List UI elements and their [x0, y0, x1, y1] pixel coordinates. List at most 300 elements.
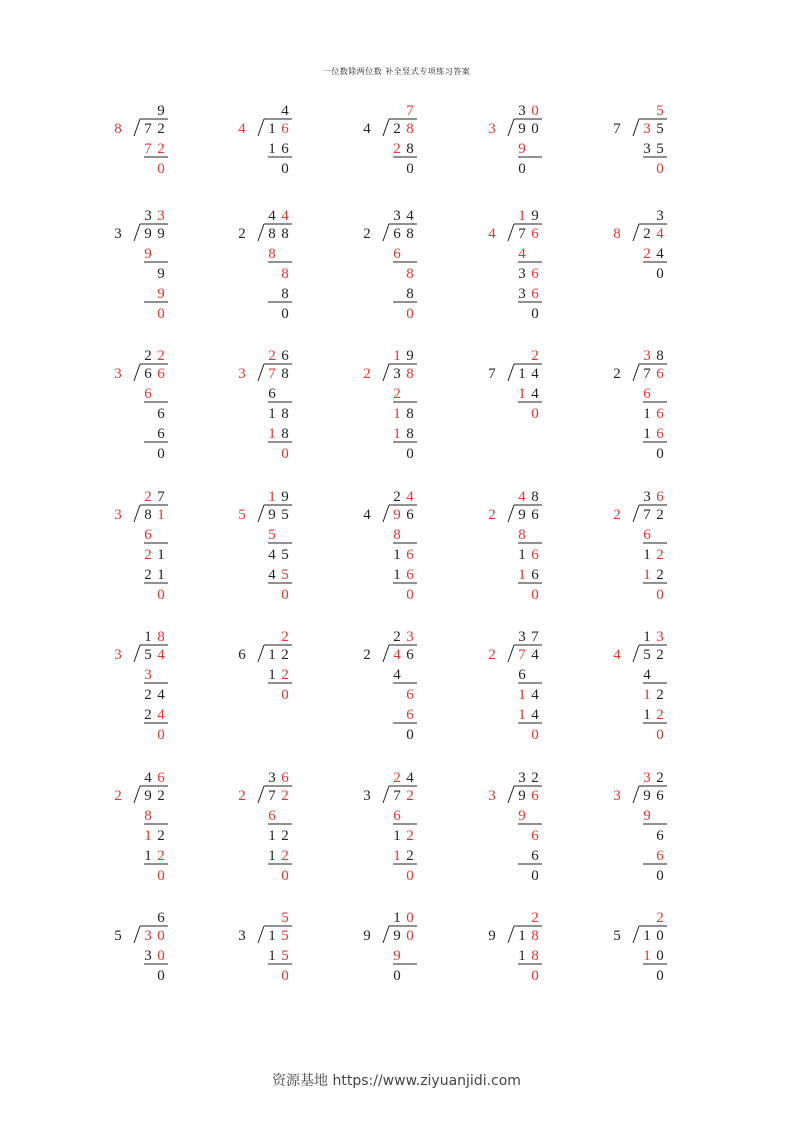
step-digit: 0	[406, 161, 414, 177]
step-digit: 1	[393, 567, 401, 583]
step-digit: 6	[531, 266, 539, 282]
step-digit: 6	[656, 406, 664, 422]
step-digit: 8	[406, 406, 414, 422]
step-digit: 8	[268, 246, 276, 262]
division-problem	[486, 100, 566, 196]
step-digit: 0	[531, 727, 539, 743]
step-digit: 1	[393, 426, 401, 442]
quotient-digit: 9	[531, 208, 539, 224]
step-digit: 0	[656, 948, 664, 964]
division-problem	[611, 486, 691, 622]
step-digit: 0	[656, 727, 664, 743]
quotient-digit: 9	[281, 489, 289, 505]
division-problem	[112, 907, 192, 1003]
division-bracket-side	[258, 224, 264, 241]
step-digit: 6	[393, 808, 401, 824]
step-digit: 0	[406, 587, 414, 603]
step-digit: 9	[518, 141, 526, 157]
step-digit: 8	[406, 266, 414, 282]
divisor-digit: 2	[363, 226, 371, 242]
dividend-digit: 1	[643, 928, 651, 944]
step-digit: 6	[157, 426, 165, 442]
dividend-digit: 4	[393, 647, 401, 663]
division-problem	[486, 767, 566, 903]
dividend-digit: 4	[531, 366, 539, 382]
quotient-digit: 2	[281, 629, 289, 645]
division-bracket-side	[383, 505, 389, 522]
quotient-digit: 5	[281, 910, 289, 926]
dividend-digit: 6	[406, 507, 414, 523]
step-digit: 5	[281, 547, 289, 563]
division-problem	[611, 205, 691, 301]
division-bracket-side	[134, 505, 140, 522]
division-bracket-side	[134, 786, 140, 803]
step-digit: 8	[518, 527, 526, 543]
division-bracket-side	[258, 786, 264, 803]
step-digit: 8	[406, 141, 414, 157]
step-digit: 8	[144, 808, 152, 824]
division-bracket-side	[633, 119, 639, 136]
quotient-digit: 8	[157, 629, 165, 645]
division-problem	[486, 626, 566, 762]
division-bracket-side	[508, 645, 514, 662]
step-digit: 4	[643, 667, 651, 683]
dividend-digit: 1	[268, 121, 276, 137]
step-digit: 0	[157, 161, 165, 177]
division-bracket-side	[383, 645, 389, 662]
quotient-digit: 3	[268, 770, 276, 786]
step-digit: 1	[393, 828, 401, 844]
division-problem	[236, 486, 316, 622]
step-digit: 1	[643, 547, 651, 563]
dividend-digit: 1	[268, 647, 276, 663]
division-problem	[486, 486, 566, 622]
step-digit: 6	[406, 707, 414, 723]
step-digit: 2	[144, 567, 152, 583]
quotient-digit: 2	[144, 489, 152, 505]
divisor-digit: 9	[488, 928, 496, 944]
quotient-digit: 2	[268, 348, 276, 364]
divisor-digit: 2	[488, 507, 496, 523]
step-digit: 0	[518, 161, 526, 177]
dividend-digit: 6	[531, 507, 539, 523]
dividend-digit: 3	[393, 366, 401, 382]
dividend-digit: 1	[518, 928, 526, 944]
dividend-digit: 7	[643, 366, 651, 382]
step-digit: 8	[281, 426, 289, 442]
division-bracket-side	[134, 926, 140, 943]
quotient-digit: 4	[406, 489, 414, 505]
divisor-digit: 3	[238, 928, 246, 944]
division-problem	[236, 907, 316, 1003]
quotient-digit: 4	[144, 770, 152, 786]
quotient-digit: 2	[393, 489, 401, 505]
division-bracket-side	[258, 505, 264, 522]
step-digit: 6	[268, 386, 276, 402]
quotient-digit: 1	[643, 629, 651, 645]
step-digit: 1	[157, 547, 165, 563]
step-digit: 1	[268, 426, 276, 442]
division-problem	[112, 767, 192, 903]
division-bracket-side	[633, 364, 639, 381]
divisor-digit: 9	[363, 928, 371, 944]
division-bracket-side	[383, 224, 389, 241]
division-bracket-side	[633, 645, 639, 662]
quotient-digit: 4	[268, 208, 276, 224]
dividend-digit: 1	[268, 928, 276, 944]
step-digit: 0	[281, 161, 289, 177]
step-digit: 6	[406, 547, 414, 563]
divisor-digit: 8	[613, 226, 621, 242]
divisor-digit: 4	[613, 647, 621, 663]
dividend-digit: 3	[643, 121, 651, 137]
dividend-digit: 9	[393, 507, 401, 523]
divisor-digit: 2	[488, 647, 496, 663]
quotient-digit: 4	[406, 208, 414, 224]
step-digit: 1	[268, 848, 276, 864]
divisor-digit: 3	[613, 788, 621, 804]
dividend-digit: 2	[406, 788, 414, 804]
quotient-digit: 4	[281, 208, 289, 224]
dividend-digit: 1	[157, 507, 165, 523]
step-digit: 2	[281, 667, 289, 683]
division-problem	[361, 626, 441, 762]
step-digit: 2	[656, 707, 664, 723]
quotient-digit: 7	[531, 629, 539, 645]
step-digit: 0	[531, 587, 539, 603]
step-digit: 8	[281, 266, 289, 282]
divisor-digit: 3	[363, 788, 371, 804]
division-problem	[236, 767, 316, 903]
division-bracket-side	[258, 645, 264, 662]
quotient-digit: 2	[144, 348, 152, 364]
divisor-digit: 2	[363, 366, 371, 382]
step-digit: 3	[518, 266, 526, 282]
step-digit: 1	[268, 667, 276, 683]
division-problem	[236, 205, 316, 341]
quotient-digit: 6	[281, 770, 289, 786]
division-bracket-side	[508, 224, 514, 241]
page-title: 一位数除两位数 补全竖式专项练习答案	[322, 67, 471, 76]
dividend-digit: 7	[144, 121, 152, 137]
divisor-digit: 2	[363, 647, 371, 663]
quotient-digit: 2	[531, 770, 539, 786]
step-digit: 3	[144, 948, 152, 964]
dividend-digit: 7	[643, 507, 651, 523]
dividend-digit: 8	[531, 928, 539, 944]
step-digit: 2	[144, 547, 152, 563]
step-digit: 9	[157, 286, 165, 302]
division-problem	[486, 345, 566, 441]
dividend-digit: 9	[518, 788, 526, 804]
dividend-digit: 9	[643, 788, 651, 804]
step-digit: 0	[406, 306, 414, 322]
dividend-digit: 8	[406, 226, 414, 242]
divisor-digit: 7	[613, 121, 621, 137]
quotient-digit: 6	[157, 910, 165, 926]
quotient-digit: 3	[518, 103, 526, 119]
step-digit: 0	[157, 968, 165, 984]
step-digit: 0	[406, 727, 414, 743]
division-bracket-side	[508, 926, 514, 943]
division-problem	[361, 486, 441, 622]
step-digit: 1	[268, 828, 276, 844]
quotient-digit: 1	[393, 348, 401, 364]
step-digit: 6	[157, 406, 165, 422]
step-digit: 2	[656, 547, 664, 563]
step-digit: 1	[393, 848, 401, 864]
quotient-digit: 6	[281, 348, 289, 364]
dividend-digit: 6	[531, 788, 539, 804]
step-digit: 6	[268, 808, 276, 824]
step-digit: 0	[281, 687, 289, 703]
dividend-digit: 8	[406, 121, 414, 137]
step-digit: 0	[157, 587, 165, 603]
division-problem	[236, 100, 316, 196]
dividend-digit: 9	[518, 507, 526, 523]
dividend-digit: 2	[656, 507, 664, 523]
step-digit: 1	[518, 386, 526, 402]
division-problem	[611, 767, 691, 903]
step-digit: 0	[157, 306, 165, 322]
division-bracket-side	[258, 119, 264, 136]
dividend-digit: 6	[406, 647, 414, 663]
step-digit: 2	[157, 141, 165, 157]
step-digit: 9	[518, 808, 526, 824]
dividend-digit: 7	[518, 647, 526, 663]
step-digit: 1	[643, 567, 651, 583]
quotient-digit: 9	[157, 103, 165, 119]
quotient-digit: 9	[406, 348, 414, 364]
step-digit: 0	[531, 306, 539, 322]
dividend-digit: 4	[531, 647, 539, 663]
division-problem	[611, 626, 691, 762]
step-digit: 2	[656, 567, 664, 583]
step-digit: 4	[157, 687, 165, 703]
quotient-digit: 3	[643, 489, 651, 505]
division-bracket-side	[633, 505, 639, 522]
dividend-digit: 2	[393, 121, 401, 137]
dividend-digit: 6	[144, 366, 152, 382]
division-bracket-side	[258, 364, 264, 381]
quotient-digit: 1	[393, 910, 401, 926]
page-footer: 资源基地 https://www.ziyuanjidi.com	[272, 1073, 521, 1089]
dividend-digit: 9	[518, 121, 526, 137]
division-bracket-side	[134, 364, 140, 381]
step-digit: 1	[643, 687, 651, 703]
quotient-digit: 2	[393, 770, 401, 786]
quotient-digit: 2	[531, 348, 539, 364]
step-digit: 6	[144, 527, 152, 543]
step-digit: 4	[268, 567, 276, 583]
step-digit: 1	[518, 707, 526, 723]
step-digit: 4	[393, 667, 401, 683]
quotient-digit: 2	[393, 629, 401, 645]
step-digit: 6	[531, 286, 539, 302]
step-digit: 2	[144, 707, 152, 723]
dividend-digit: 9	[144, 788, 152, 804]
quotient-digit: 3	[656, 629, 664, 645]
quotient-digit: 2	[531, 910, 539, 926]
division-problem	[611, 345, 691, 481]
step-digit: 1	[393, 547, 401, 563]
divisor-digit: 2	[613, 507, 621, 523]
division-bracket-side	[633, 224, 639, 241]
dividend-digit: 9	[157, 226, 165, 242]
step-digit: 6	[643, 527, 651, 543]
step-digit: 4	[656, 246, 664, 262]
step-digit: 0	[157, 948, 165, 964]
dividend-digit: 5	[144, 647, 152, 663]
dividend-digit: 9	[393, 928, 401, 944]
step-digit: 9	[393, 948, 401, 964]
step-digit: 9	[144, 246, 152, 262]
step-digit: 5	[656, 141, 664, 157]
quotient-digit: 4	[518, 489, 526, 505]
step-digit: 5	[268, 527, 276, 543]
quotient-digit: 2	[656, 910, 664, 926]
step-digit: 1	[393, 406, 401, 422]
dividend-digit: 6	[281, 121, 289, 137]
divisor-digit: 7	[488, 366, 496, 382]
division-bracket-side	[383, 926, 389, 943]
step-digit: 0	[281, 446, 289, 462]
step-digit: 0	[281, 968, 289, 984]
dividend-digit: 9	[144, 226, 152, 242]
step-digit: 3	[643, 141, 651, 157]
division-bracket-side	[134, 224, 140, 241]
division-bracket-side	[633, 926, 639, 943]
dividend-digit: 0	[157, 928, 165, 944]
division-problem	[611, 100, 691, 196]
step-digit: 8	[393, 527, 401, 543]
step-digit: 1	[643, 707, 651, 723]
step-digit: 4	[157, 707, 165, 723]
divisor-digit: 2	[114, 788, 122, 804]
dividend-digit: 6	[157, 366, 165, 382]
step-digit: 6	[656, 848, 664, 864]
dividend-digit: 9	[268, 507, 276, 523]
divisor-digit: 2	[613, 366, 621, 382]
division-problem	[112, 345, 192, 481]
divisor-digit: 3	[114, 226, 122, 242]
step-digit: 1	[144, 848, 152, 864]
dividend-digit: 5	[656, 121, 664, 137]
dividend-digit: 2	[157, 788, 165, 804]
dividend-digit: 5	[643, 647, 651, 663]
step-digit: 6	[281, 141, 289, 157]
dividend-digit: 2	[281, 647, 289, 663]
dividend-digit: 0	[531, 121, 539, 137]
quotient-digit: 3	[643, 770, 651, 786]
divisor-digit: 5	[114, 928, 122, 944]
quotient-digit: 3	[518, 770, 526, 786]
step-digit: 0	[406, 868, 414, 884]
step-digit: 1	[643, 406, 651, 422]
dividend-digit: 4	[656, 226, 664, 242]
step-digit: 0	[656, 968, 664, 984]
dividend-digit: 5	[281, 928, 289, 944]
dividend-digit: 6	[393, 226, 401, 242]
division-problem	[112, 486, 192, 622]
step-digit: 5	[281, 567, 289, 583]
step-digit: 0	[281, 868, 289, 884]
dividend-digit: 5	[281, 507, 289, 523]
quotient-digit: 8	[531, 489, 539, 505]
step-digit: 2	[656, 687, 664, 703]
step-digit: 1	[518, 948, 526, 964]
step-digit: 6	[656, 426, 664, 442]
division-problem	[361, 100, 441, 196]
divisor-digit: 4	[363, 121, 371, 137]
step-digit: 8	[531, 948, 539, 964]
quotient-digit: 5	[656, 103, 664, 119]
step-digit: 8	[406, 286, 414, 302]
division-problem	[112, 100, 192, 196]
step-digit: 0	[531, 406, 539, 422]
division-problem	[361, 907, 441, 1003]
divisor-digit: 3	[114, 507, 122, 523]
step-digit: 6	[518, 667, 526, 683]
quotient-digit: 3	[518, 629, 526, 645]
dividend-digit: 6	[656, 788, 664, 804]
divisor-digit: 4	[488, 226, 496, 242]
step-digit: 4	[531, 707, 539, 723]
quotient-digit: 2	[157, 348, 165, 364]
step-digit: 2	[406, 828, 414, 844]
divisor-digit: 4	[238, 121, 246, 137]
step-digit: 0	[656, 587, 664, 603]
quotient-digit: 3	[643, 348, 651, 364]
division-problem	[361, 767, 441, 903]
divisor-digit: 3	[488, 121, 496, 137]
step-digit: 0	[656, 266, 664, 282]
step-digit: 0	[281, 306, 289, 322]
division-problem	[112, 205, 192, 341]
step-digit: 1	[643, 948, 651, 964]
step-digit: 6	[531, 567, 539, 583]
quotient-digit: 4	[281, 103, 289, 119]
divisor-digit: 3	[238, 366, 246, 382]
division-bracket-side	[508, 786, 514, 803]
dividend-digit: 7	[268, 366, 276, 382]
dividend-digit: 2	[656, 647, 664, 663]
dividend-digit: 4	[157, 647, 165, 663]
step-digit: 1	[518, 547, 526, 563]
step-digit: 6	[144, 386, 152, 402]
quotient-digit: 3	[393, 208, 401, 224]
step-digit: 8	[406, 426, 414, 442]
step-digit: 6	[531, 547, 539, 563]
step-digit: 0	[656, 868, 664, 884]
step-digit: 8	[281, 406, 289, 422]
step-digit: 0	[531, 868, 539, 884]
step-digit: 1	[268, 406, 276, 422]
dividend-digit: 0	[656, 928, 664, 944]
quotient-digit: 3	[406, 629, 414, 645]
division-bracket-side	[508, 505, 514, 522]
dividend-digit: 8	[268, 226, 276, 242]
step-digit: 1	[268, 948, 276, 964]
step-digit: 2	[643, 246, 651, 262]
step-digit: 6	[643, 386, 651, 402]
divisor-digit: 6	[238, 647, 246, 663]
step-digit: 4	[531, 687, 539, 703]
step-digit: 9	[643, 808, 651, 824]
quotient-digit: 0	[406, 910, 414, 926]
step-digit: 9	[157, 266, 165, 282]
step-digit: 1	[643, 426, 651, 442]
